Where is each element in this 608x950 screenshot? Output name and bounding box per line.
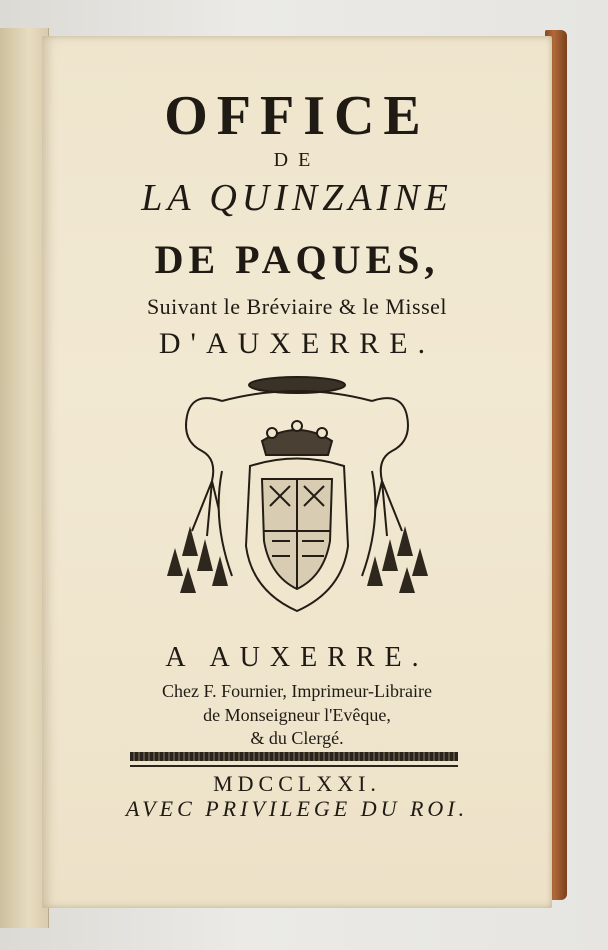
title-paques: DE PAQUES,: [154, 237, 440, 282]
imprint-printer-line3: & du Clergé.: [250, 728, 344, 748]
title-page: [42, 36, 552, 908]
title-de: DE: [273, 149, 321, 171]
imprint-printer-line2: de Monseigneur l'Evêque,: [203, 705, 391, 725]
subtitle-breviaire: Suivant le Bréviaire & le Missel: [146, 294, 448, 319]
title-office: OFFICE: [164, 85, 430, 147]
thin-rule: [130, 765, 458, 767]
title-auxerre: D'AUXERRE.: [158, 327, 436, 360]
coat-of-arms-icon: [152, 371, 442, 626]
ornamental-rule: [130, 752, 458, 761]
imprint-privilege: AVEC PRIVILEGE DU ROI.: [125, 796, 469, 821]
imprint-date: MDCCLXXI.: [213, 771, 381, 796]
imprint-place: A AUXERRE.: [165, 642, 429, 673]
title-quinzaine: LA QUINZAINE: [141, 177, 453, 219]
imprint-printer: Chez F. Fournier, Imprimeur-Libraire: [162, 681, 432, 701]
